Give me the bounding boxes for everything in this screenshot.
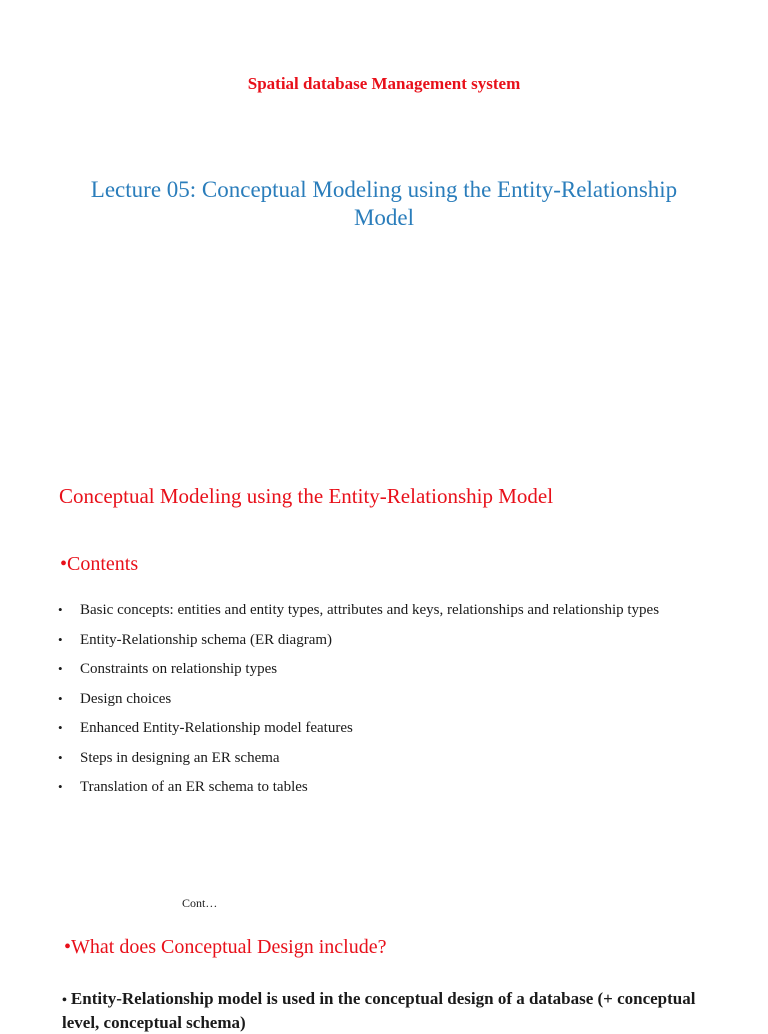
contents-heading: •Contents: [60, 553, 139, 575]
body-list-item-text: Entity-Relationship model is used in the conceptual design of a database (+ conceptual level, conceptual schema): [62, 989, 696, 1032]
contents-item-text: Enhanced Entity-Relationship model features: [80, 720, 353, 736]
contents-item-text: Basic concepts: entities and entity types, attributes and keys, relationships and relationship types: [80, 602, 660, 618]
contents-item-text: Constraints on relationship types: [80, 661, 278, 677]
contents-item-text: Design choices: [80, 690, 172, 707]
bullet-icon: •: [58, 631, 63, 647]
contents-item: [0, 629, 768, 651]
contents-item: [0, 776, 768, 798]
bullet-icon: •: [58, 602, 63, 617]
bullet-icon: •: [58, 690, 63, 706]
contents-item-text: Entity-Relationship schema (ER diagram): [80, 631, 333, 648]
contents-list: [0, 599, 768, 806]
contents-item-text: Steps in designing an ER schema: [80, 749, 280, 766]
body-list-item: [62, 988, 722, 1034]
section-title: Conceptual Modeling using the Entity-Relationship Model: [59, 484, 554, 508]
question-heading: •What does Conceptual Design include?: [64, 936, 387, 958]
contents-item: [0, 717, 768, 739]
bullet-icon: •: [58, 720, 63, 735]
bullet-icon: •: [62, 993, 67, 1008]
bullet-icon: •: [58, 749, 63, 765]
contents-item: [0, 658, 768, 680]
lecture-title: Lecture 05: Conceptual Modeling using the Entity-Relationship Model: [90, 177, 678, 230]
bullet-icon: •: [58, 779, 63, 794]
contents-item-text: Translation of an ER schema to tables: [80, 779, 308, 795]
contents-item: [0, 747, 768, 769]
document-subject: Spatial database Management system: [247, 74, 521, 93]
continued-label: Cont…: [182, 896, 218, 910]
bullet-icon: •: [58, 661, 63, 676]
contents-item: [0, 599, 768, 621]
contents-item: [0, 688, 768, 710]
